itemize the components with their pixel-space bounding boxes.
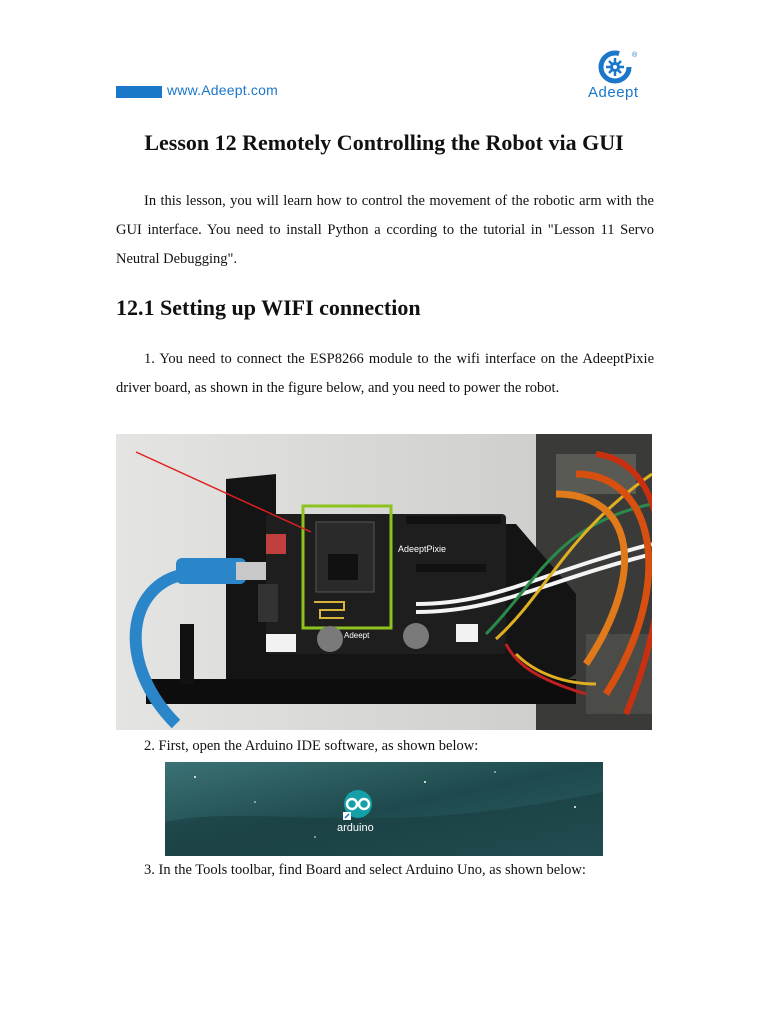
wheel-logo-icon	[598, 50, 632, 84]
step-2-text: 2. First, open the Arduino IDE software, as shown below:	[144, 738, 479, 754]
header-url: www.Adeept.com	[167, 82, 278, 98]
board-brand: Adeept	[344, 631, 370, 640]
board-photo	[116, 434, 652, 730]
arduino-icon-label: arduino	[337, 822, 374, 834]
intro-paragraph: In this lesson, you will learn how to control the movement of the robotic arm with the GUI interface. You need to install Python a ccording to the tutorial in "Lesson 11 Servo Neutral Debugging".	[116, 193, 654, 267]
step-1-paragraph: 1. You need to connect the ESP8266 module to the wifi interface on the AdeeptPixie driver board, as shown in the figure below, and you need to power the robot.	[116, 351, 654, 396]
adeept-logo	[584, 50, 656, 106]
section-heading: 12.1 Setting up WIFI connection	[116, 295, 421, 320]
step-3-text: 3. In the Tools toolbar, find Board and select Arduino Uno, as shown below:	[144, 862, 586, 878]
registered-mark: ®	[632, 52, 638, 59]
header-bar	[116, 86, 162, 98]
logo-text: Adeept	[588, 84, 639, 101]
page-title: Lesson 12 Remotely Controlling the Robot via GUI	[144, 130, 624, 155]
desktop-screenshot	[165, 762, 603, 856]
board-label: AdeeptPixie	[398, 544, 447, 554]
